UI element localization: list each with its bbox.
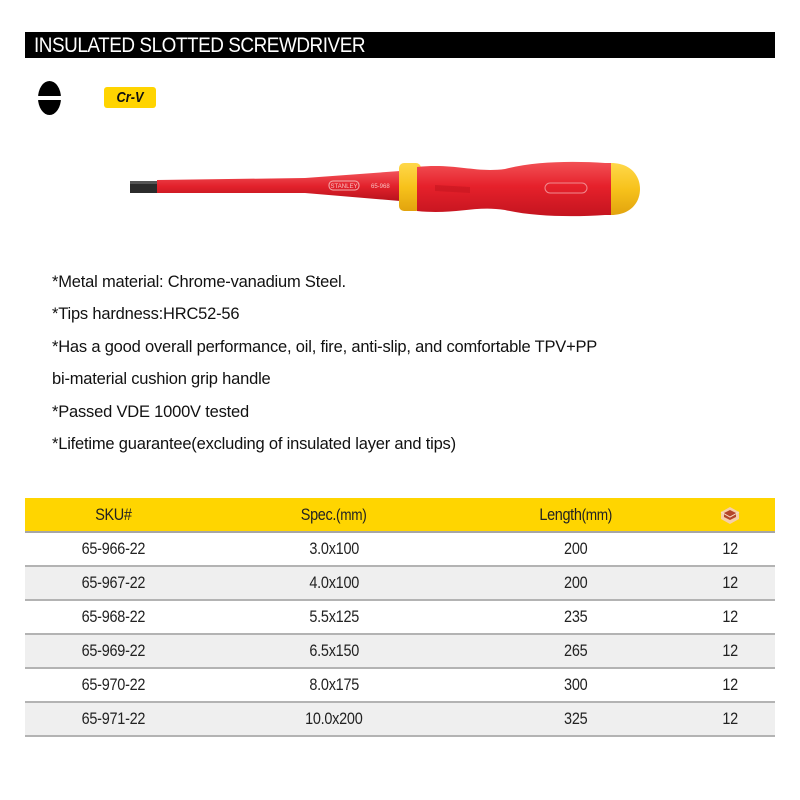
header-length: Length(mm): [467, 498, 685, 532]
model-marking: 65-968: [371, 184, 390, 190]
cell-length: 325: [564, 709, 588, 728]
table-row: [25, 566, 775, 600]
material-badge-label: Cr-V: [116, 89, 144, 106]
brand-marking: STANLEY: [330, 184, 358, 190]
feature-list: [52, 266, 772, 460]
cell-sku: 65-967-22: [81, 573, 145, 592]
cell-sku: 65-969-22: [81, 641, 145, 660]
feature-material: *Metal material: Chrome-vanadium Steel.: [52, 273, 346, 291]
cell-qty: 12: [722, 573, 738, 592]
table-row: [25, 532, 775, 566]
header-sku: SKU#: [25, 498, 201, 532]
header-spec: Spec.(mm): [201, 498, 467, 532]
feature-performance-cont: bi-material cushion grip handle: [52, 370, 271, 389]
cell-qty: 12: [722, 709, 738, 728]
feature-guarantee: *Lifetime guarantee(excluding of insulated layer and tips): [52, 435, 456, 454]
cell-length: 265: [564, 641, 588, 660]
cell-length: 235: [564, 607, 588, 626]
cell-spec: 6.5x150: [309, 641, 359, 660]
box-quantity-icon: [719, 505, 741, 525]
cell-qty: 12: [722, 641, 738, 660]
material-badge: [104, 87, 156, 108]
cell-sku: 65-966-22: [81, 539, 145, 558]
table-row: [25, 600, 775, 634]
cell-spec: 5.5x125: [309, 607, 359, 626]
cell-spec: 4.0x100: [309, 573, 359, 592]
table-row: [25, 668, 775, 702]
cell-spec: 3.0x100: [309, 539, 359, 558]
feature-performance: *Has a good overall performance, oil, fire, anti-slip, and comfortable TPV+PP: [52, 337, 598, 356]
table-header-row: [25, 498, 775, 532]
cell-sku: 65-968-22: [81, 607, 145, 626]
slotted-tip-icon: [38, 81, 61, 115]
feature-hardness: *Tips hardness:HRC52-56: [52, 305, 240, 324]
table-row: [25, 702, 775, 736]
cell-qty: 12: [722, 675, 738, 694]
cell-spec: 10.0x200: [305, 709, 363, 728]
cell-sku: 65-970-22: [81, 675, 145, 694]
cell-spec: 8.0x175: [309, 675, 359, 694]
title-bar: [25, 32, 775, 58]
cell-qty: 12: [722, 607, 738, 626]
cell-length: 300: [564, 675, 588, 694]
header-quantity: [685, 498, 775, 532]
screwdriver-image: [125, 155, 645, 225]
table-row: [25, 634, 775, 668]
feature-vde: *Passed VDE 1000V tested: [52, 402, 249, 421]
cell-qty: 12: [722, 539, 738, 558]
cell-length: 200: [564, 539, 588, 558]
spec-table: [25, 498, 775, 737]
page-title: INSULATED SLOTTED SCREWDRIVER: [34, 34, 366, 57]
cell-length: 200: [564, 573, 588, 592]
cell-sku: 65-971-22: [81, 709, 145, 728]
